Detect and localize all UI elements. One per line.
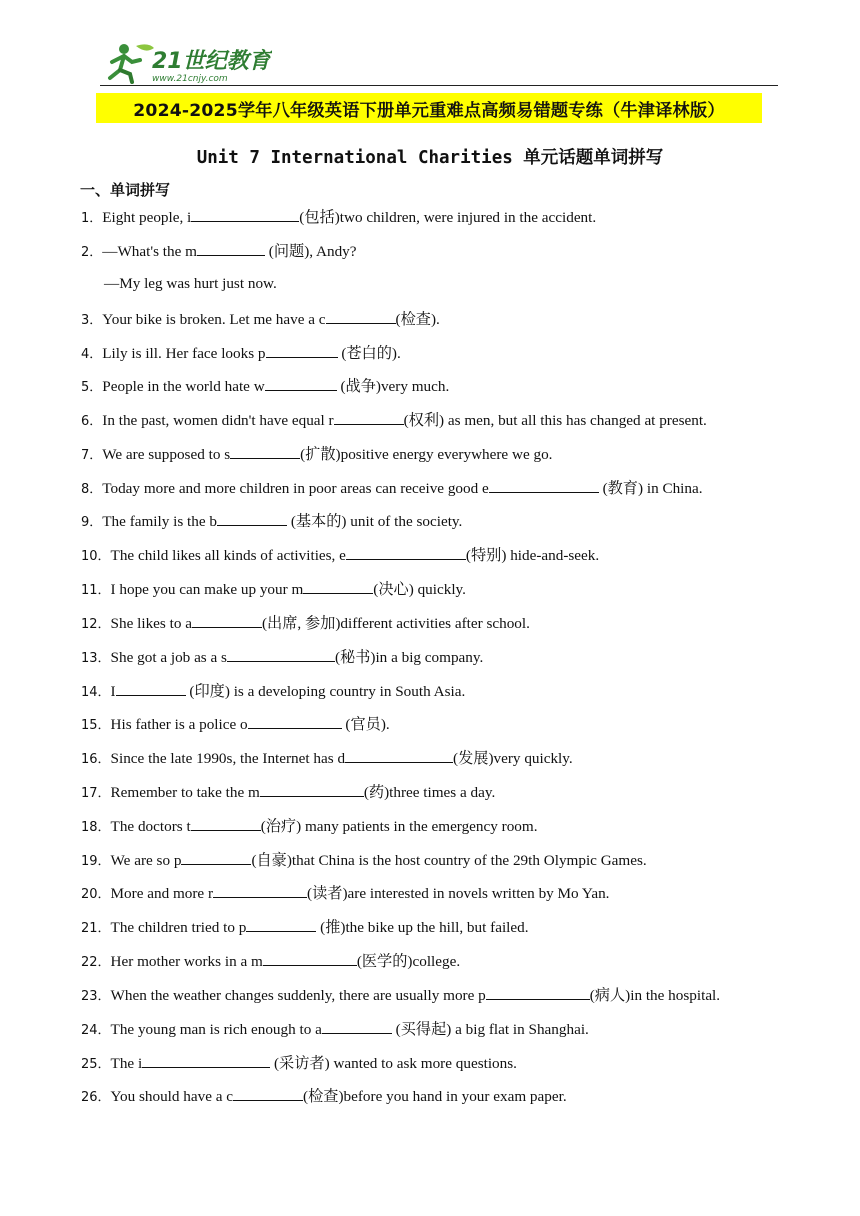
question-text-after: (扩散)positive energy everywhere we go. xyxy=(300,446,553,463)
question-item xyxy=(81,544,599,567)
question-number: 6． xyxy=(81,414,103,429)
question-number: 3． xyxy=(81,313,103,328)
page-header xyxy=(100,40,780,86)
question-text-after: (病人)in the hospital. xyxy=(589,987,721,1004)
answer-blank[interactable] xyxy=(217,510,287,526)
answer-blank[interactable] xyxy=(192,612,262,628)
logo-url-text: www.21cnjy.com xyxy=(152,74,228,84)
question-item xyxy=(81,477,703,500)
question-item xyxy=(81,443,552,466)
answer-blank[interactable] xyxy=(303,578,373,594)
question-text-before: Your bike is broken. Let me have a c xyxy=(102,311,326,328)
question-item xyxy=(81,1085,567,1108)
question-number: 9． xyxy=(81,515,103,530)
question-text-after: (苍白的). xyxy=(337,345,401,362)
question-number: 24． xyxy=(81,1023,111,1038)
question-number: 17． xyxy=(81,786,111,801)
question-number: 7． xyxy=(81,448,103,463)
question-text-before: Her mother works in a m xyxy=(110,953,263,970)
question-item xyxy=(81,950,460,973)
answer-blank[interactable] xyxy=(265,375,337,391)
question-item xyxy=(81,612,530,635)
question-text-after: (检查). xyxy=(395,311,440,328)
question-text-before: In the past, women didn't have equal r xyxy=(102,412,334,429)
answer-blank[interactable] xyxy=(489,477,599,493)
answer-blank[interactable] xyxy=(346,544,466,560)
question-text-after: (医学的)college. xyxy=(356,953,461,970)
question-text-after: (检查)before you hand in your exam paper. xyxy=(303,1088,567,1105)
question-item xyxy=(81,1018,589,1041)
logo xyxy=(102,40,272,84)
answer-blank[interactable] xyxy=(266,342,338,358)
question-item xyxy=(81,206,596,229)
answer-blank[interactable] xyxy=(142,1052,270,1068)
question-text-after: (发展)very quickly. xyxy=(453,750,573,767)
question-text-before: When the weather changes suddenly, there are usually more p xyxy=(110,987,486,1004)
answer-blank[interactable] xyxy=(326,308,396,324)
question-number: 8． xyxy=(81,482,103,497)
question-text-before: You should have a c xyxy=(110,1088,234,1105)
question-text-after: (官员). xyxy=(341,716,390,733)
question-text-before: The child likes all kinds of activities, e xyxy=(110,547,346,564)
question-text-after: (买得起) a big flat in Shanghai. xyxy=(391,1021,589,1038)
question-item xyxy=(81,409,707,432)
section-heading: 一、单词拼写 xyxy=(80,181,171,199)
question-number: 23． xyxy=(81,989,111,1004)
answer-blank[interactable] xyxy=(213,882,307,898)
answer-blank[interactable] xyxy=(233,1085,303,1101)
question-number: 20． xyxy=(81,887,111,902)
question-text-after: (印度) is a developing country in South Asia. xyxy=(185,683,466,700)
question-item xyxy=(81,578,466,601)
question-item xyxy=(81,781,495,804)
question-item xyxy=(81,849,647,872)
question-text-after: (包括)two children, were injured in the accident. xyxy=(299,209,597,226)
answer-blank[interactable] xyxy=(334,409,404,425)
question-number: 11． xyxy=(81,583,111,598)
question-number: 18． xyxy=(81,820,111,835)
question-text-after: (出席, 参加)different activities after school. xyxy=(261,615,530,632)
question-text-before: The i xyxy=(110,1055,143,1072)
question-text-before: —What's the m xyxy=(102,243,197,260)
question-number: 1． xyxy=(81,211,103,226)
question-text-after: (权利) as men, but all this has changed at present. xyxy=(403,412,707,429)
answer-blank[interactable] xyxy=(197,240,265,256)
answer-blank[interactable] xyxy=(322,1018,392,1034)
question-item xyxy=(81,646,483,669)
answer-blank[interactable] xyxy=(230,443,300,459)
question-number: 14． xyxy=(81,685,111,700)
question-number: 21． xyxy=(81,921,111,936)
answer-blank[interactable] xyxy=(116,680,186,696)
question-text-after: (治疗) many patients in the emergency room. xyxy=(260,818,538,835)
question-item xyxy=(81,1052,517,1075)
question-text-before: I hope you can make up your m xyxy=(110,581,304,598)
answer-blank[interactable] xyxy=(227,646,335,662)
answer-blank[interactable] xyxy=(191,206,299,222)
answer-blank[interactable] xyxy=(263,950,357,966)
question-number: 10． xyxy=(81,549,111,564)
question-text-before: The young man is rich enough to a xyxy=(110,1021,322,1038)
question-item xyxy=(81,815,538,838)
answer-blank[interactable] xyxy=(345,747,453,763)
question-number: 19． xyxy=(81,854,111,869)
question-item xyxy=(81,916,529,939)
question-text-before: She likes to a xyxy=(110,615,192,632)
question-number: 16． xyxy=(81,752,111,767)
question-item xyxy=(81,713,390,736)
question-text-before: The doctors t xyxy=(110,818,191,835)
question-text-before: Lily is ill. Her face looks p xyxy=(102,345,266,362)
answer-blank[interactable] xyxy=(260,781,364,797)
question-number: 26． xyxy=(81,1090,111,1105)
question-number: 5． xyxy=(81,380,103,395)
question-text-after: (推)the bike up the hill, but failed. xyxy=(316,919,529,936)
question-text-after: (秘书)in a big company. xyxy=(334,649,484,666)
question-text-after: (特别) hide-and-seek. xyxy=(465,547,600,564)
question-item xyxy=(81,680,465,703)
question-number: 12． xyxy=(81,617,111,632)
question-text-after: (教育) in China. xyxy=(598,480,703,497)
question-number: 13． xyxy=(81,651,111,666)
question-text-after: (问题), Andy? xyxy=(264,243,357,260)
question-number: 22． xyxy=(81,955,111,970)
logo-text: 21世纪教育 xyxy=(152,49,271,74)
question-text-before: We are supposed to s xyxy=(102,446,231,463)
question-text-before: She got a job as a s xyxy=(110,649,227,666)
question-number: 15． xyxy=(81,718,111,733)
question-text-before: People in the world hate w xyxy=(102,378,265,395)
question-text-before: The family is the b xyxy=(102,513,218,530)
document-title: Unit 7 International Charities 单元话题单词拼写 xyxy=(196,148,664,168)
question-text-before: I xyxy=(110,683,116,700)
question-item xyxy=(81,747,573,770)
answer-blank[interactable] xyxy=(248,713,342,729)
question-text-before: Since the late 1990s, the Internet has d xyxy=(110,750,346,767)
question-text-before: His father is a police o xyxy=(110,716,248,733)
question-item xyxy=(81,308,440,331)
answer-blank[interactable] xyxy=(191,815,261,831)
question-text-before: The children tried to p xyxy=(110,919,247,936)
question-text-after: (药)three times a day. xyxy=(363,784,496,801)
question-item xyxy=(81,984,720,1007)
question-item xyxy=(81,375,449,398)
question-text-before: Today more and more children in poor areas can receive good e xyxy=(102,480,489,497)
question-item xyxy=(81,882,609,905)
question-item xyxy=(81,510,462,533)
answer-blank[interactable] xyxy=(181,849,251,865)
question-item xyxy=(81,240,357,263)
question-text-after: (自豪)that China is the host country of the 29th Olympic Games. xyxy=(251,852,647,869)
answer-blank[interactable] xyxy=(486,984,590,1000)
question-text-before: Remember to take the m xyxy=(110,784,260,801)
question-item xyxy=(81,342,401,365)
question-text-after: (读者)are interested in novels written by Mo Yan. xyxy=(307,885,610,902)
question-number: 25． xyxy=(81,1057,111,1072)
dialogue-response: —My leg was hurt just now. xyxy=(104,275,277,292)
question-text-before: Eight people, i xyxy=(102,209,192,226)
banner-title: 2024-2025学年八年级英语下册单元重难点高频易错题专练（牛津译林版） xyxy=(133,101,725,121)
answer-blank[interactable] xyxy=(246,916,316,932)
question-number: 4． xyxy=(81,347,103,362)
question-text-after: (决心) quickly. xyxy=(373,581,466,598)
question-text-after: (采访者) wanted to ask more questions. xyxy=(270,1055,517,1072)
question-number: 2． xyxy=(81,245,103,260)
question-text-after: (战争)very much. xyxy=(336,378,450,395)
header-divider xyxy=(100,85,778,86)
question-text-before: More and more r xyxy=(110,885,214,902)
question-text-before: We are so p xyxy=(110,852,182,869)
question-text-after: (基本的) unit of the society. xyxy=(287,513,463,530)
